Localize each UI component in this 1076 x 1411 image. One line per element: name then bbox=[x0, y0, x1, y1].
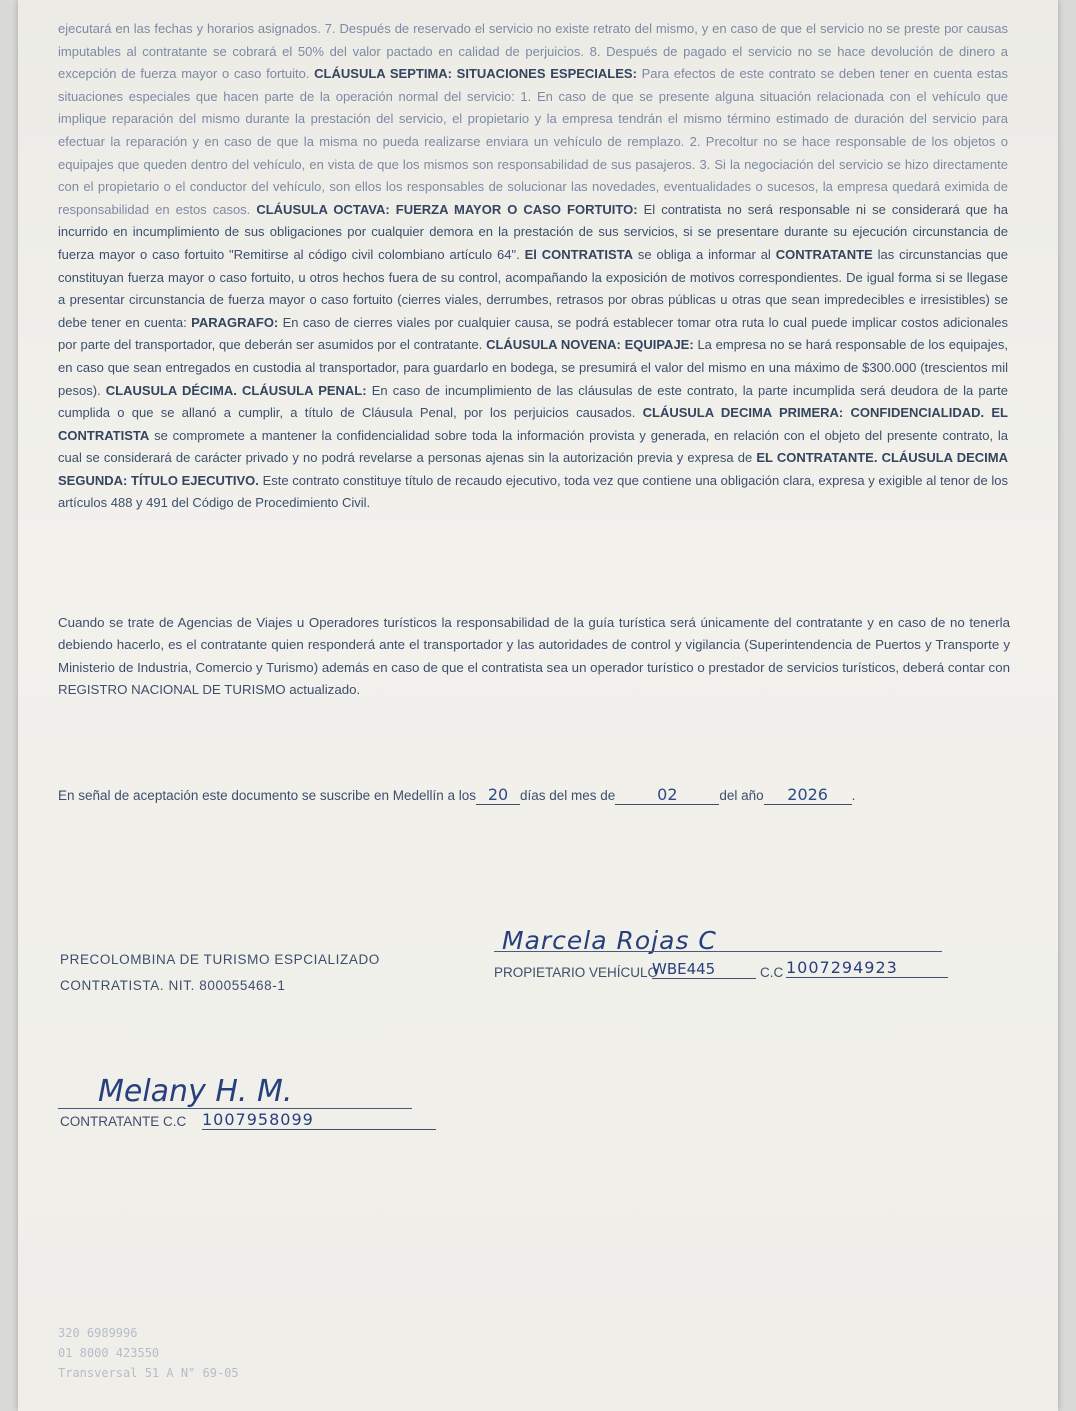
footer-address: Transversal 51 A N° 69-05 bbox=[58, 1366, 239, 1380]
owner-cc-number: 1007294923 bbox=[786, 958, 948, 978]
clause-text: En caso de incumplimiento de las cláusulas de este contrato, la parte incumplida será deudora de la parte cumplida o que se allanó a cumplir, a título de Cláusula Penal, por los perjuicios causados. bbox=[58, 382, 1008, 421]
clause-heading: CONTRATANTE bbox=[775, 246, 873, 262]
clause-heading: CLÁUSULA OCTAVA: FUERZA MAYOR O CASO FORTUITO: bbox=[256, 201, 638, 217]
clause-text: se compromete a mantener la confidencialidad sobre toda la información provista y generada, en relación con el objeto del presente contrato, la cual se considerará de carácter privado y no podrá revelarse a personas ajenas sin la autorización previa y expresa de bbox=[58, 427, 1008, 466]
acceptance-month: 02 bbox=[615, 786, 719, 805]
owner-signature-line bbox=[494, 951, 942, 952]
company-role-nit: CONTRATISTA. NIT. 800055468-1 bbox=[60, 978, 286, 993]
owner-cc-label: C.C bbox=[760, 965, 784, 980]
clause-text: El contratista no será responsable ni se considerará que ha incurrido en incumplimiento de sus obligaciones por cualquier demora en la prestación de sus servicios, si se presentare durante su ejecución circunstancia de fuerza mayor o caso fortuito "Remitirse al código civil colombiano artículo 64". bbox=[58, 201, 1009, 262]
contratante-cc-number: 1007958099 bbox=[202, 1110, 436, 1130]
clause-heading: PARAGRAFO: bbox=[191, 314, 279, 330]
acceptance-mid2: del año bbox=[719, 788, 764, 803]
clause-heading: CLÁUSULA SEPTIMA: SITUACIONES ESPECIALES: bbox=[314, 66, 637, 82]
clause-text: se obliga a informar al bbox=[632, 246, 776, 262]
clause-heading: CLÁUSULA NOVENA: EQUIPAJE: bbox=[486, 337, 694, 353]
acceptance-mid1: días del mes de bbox=[520, 788, 616, 803]
footer-phone: 320 6989996 bbox=[58, 1326, 138, 1340]
acceptance-year: 2026 bbox=[764, 786, 852, 805]
acceptance-day: 20 bbox=[476, 786, 520, 805]
clause-text: las circunstancias que constituyan fuerza mayor o caso fortuito, u otros hechos fuera de su control, acompañando la exposición de motivos correspondientes. De igual forma si se llegase a presentar circunstancia de fuerza mayor o caso fortuito (cierres viales, derrumbes, retrasos por obras públicas u otras que sean impredecibles e irresistibles) se debe tener en cuenta: bbox=[58, 246, 1009, 330]
clause-text: ejecutará en las fechas y horarios asignados. 7. Después de reservado el servicio no existe retrato del mismo, y en caso de que el servicio no se preste por causas imputables al contratante se cobrará el 50% del valor pactado en calidad de perjuicios. 8. Después de pagado el servicio no se hace devolución de dinero a excepción de fuerza mayor o caso fortuito. bbox=[58, 21, 1008, 82]
footer-toll-free: 01 8000 423550 bbox=[58, 1346, 160, 1360]
contratante-signature-line bbox=[58, 1108, 412, 1109]
contratante-label: CONTRATANTE C.C bbox=[60, 1114, 187, 1129]
contract-clauses-text bbox=[58, 18, 1008, 515]
clause-text: La empresa no se hará responsable de los equipajes, en caso que sean entregados en custodia al transportador, para guardarlo en bodega, se presumirá el valor del mismo en una máximo de $300.000 (trescientos mil pesos). bbox=[58, 337, 1009, 398]
clause-text: Este contrato constituye título de recaudo ejecutivo, toda vez que contiene una obligación clara, expresa y exigible al tenor de los artículos 488 y 491 del Código de Procedimiento Civil. bbox=[58, 472, 1008, 511]
clause-text: Para efectos de este contrato se deben tener en cuenta estas situaciones especiales que hacen parte de la operación normal del servicio: 1. En caso de que se presente alguna situación relacionada con el vehículo que implique reparación del mismo durante la prestación del servicio, el propietario y la empresa tendrán el mismo término estimado de duración del servicio para efectuar la reparación y en caso de que la misma no pueda realizarse enviara un vehículo de remplazo. 2. Precoltur no se hace responsable de los objetos o equipajes que queden dentro del vehículo, en vista de que los mismos son responsabilidad de sus pasajeros. 3. Si la negociación del servicio se hizo directamente con el propietario o el conductor del vehículo, son ellos los responsables de solucionar las novedades, eventualidades o sucesos, la empresa quedará eximida de responsabilidad en estos casos. bbox=[58, 66, 1009, 217]
clause-text: En caso de cierres viales por cualquier causa, se podrá establecer tomar otra ruta lo cual puede implicar costos adicionales por parte del transportador, que deberán ser asumidos por el contratante. bbox=[58, 314, 1008, 353]
clause-heading: EL CONTRATANTE. CLÁUSULA DECIMA SEGUNDA: TÍTULO EJECUTIVO. bbox=[58, 450, 1008, 488]
clause-heading: CLAUSULA DÉCIMA. CLÁUSULA PENAL: bbox=[105, 382, 367, 398]
owner-plate: WBE445 bbox=[652, 960, 756, 979]
acceptance-statement bbox=[58, 786, 1018, 805]
acceptance-prefix: En señal de aceptación este documento se suscribe en Medellín a los bbox=[58, 788, 477, 803]
clause-heading: CLÁUSULA DECIMA PRIMERA: CONFIDENCIALIDAD. EL CONTRATISTA bbox=[58, 405, 1008, 443]
acceptance-end: . bbox=[851, 788, 856, 803]
document-page bbox=[18, 0, 1058, 1411]
company-name: PRECOLOMBINA DE TURISMO ESPCIALIZADO bbox=[60, 952, 380, 967]
owner-signature: Marcela Rojas C bbox=[502, 926, 717, 955]
clause-heading: El CONTRATISTA bbox=[524, 246, 633, 262]
contratante-signature: Melany H. M. bbox=[98, 1074, 293, 1109]
tour-agency-paragraph: Cuando se trate de Agencias de Viajes u Operadores turísticos la responsabilidad de la guía turística será únicamente del contratante y en caso de no tenerla debiendo hacerlo, es el contratante quien responderá ante el transportador y las autoridades de control y vigilancia (Superintendencia de Puertos y Transporte y Ministerio de Industria, Comercio y Turismo) además en caso de que el contratista sea un operador turístico o prestador de servicios turísticos, deberá contar con REGISTRO NACIONAL DE TURISMO actualizado. bbox=[58, 615, 1010, 698]
owner-label: PROPIETARIO VEHÍCULO bbox=[494, 965, 659, 980]
